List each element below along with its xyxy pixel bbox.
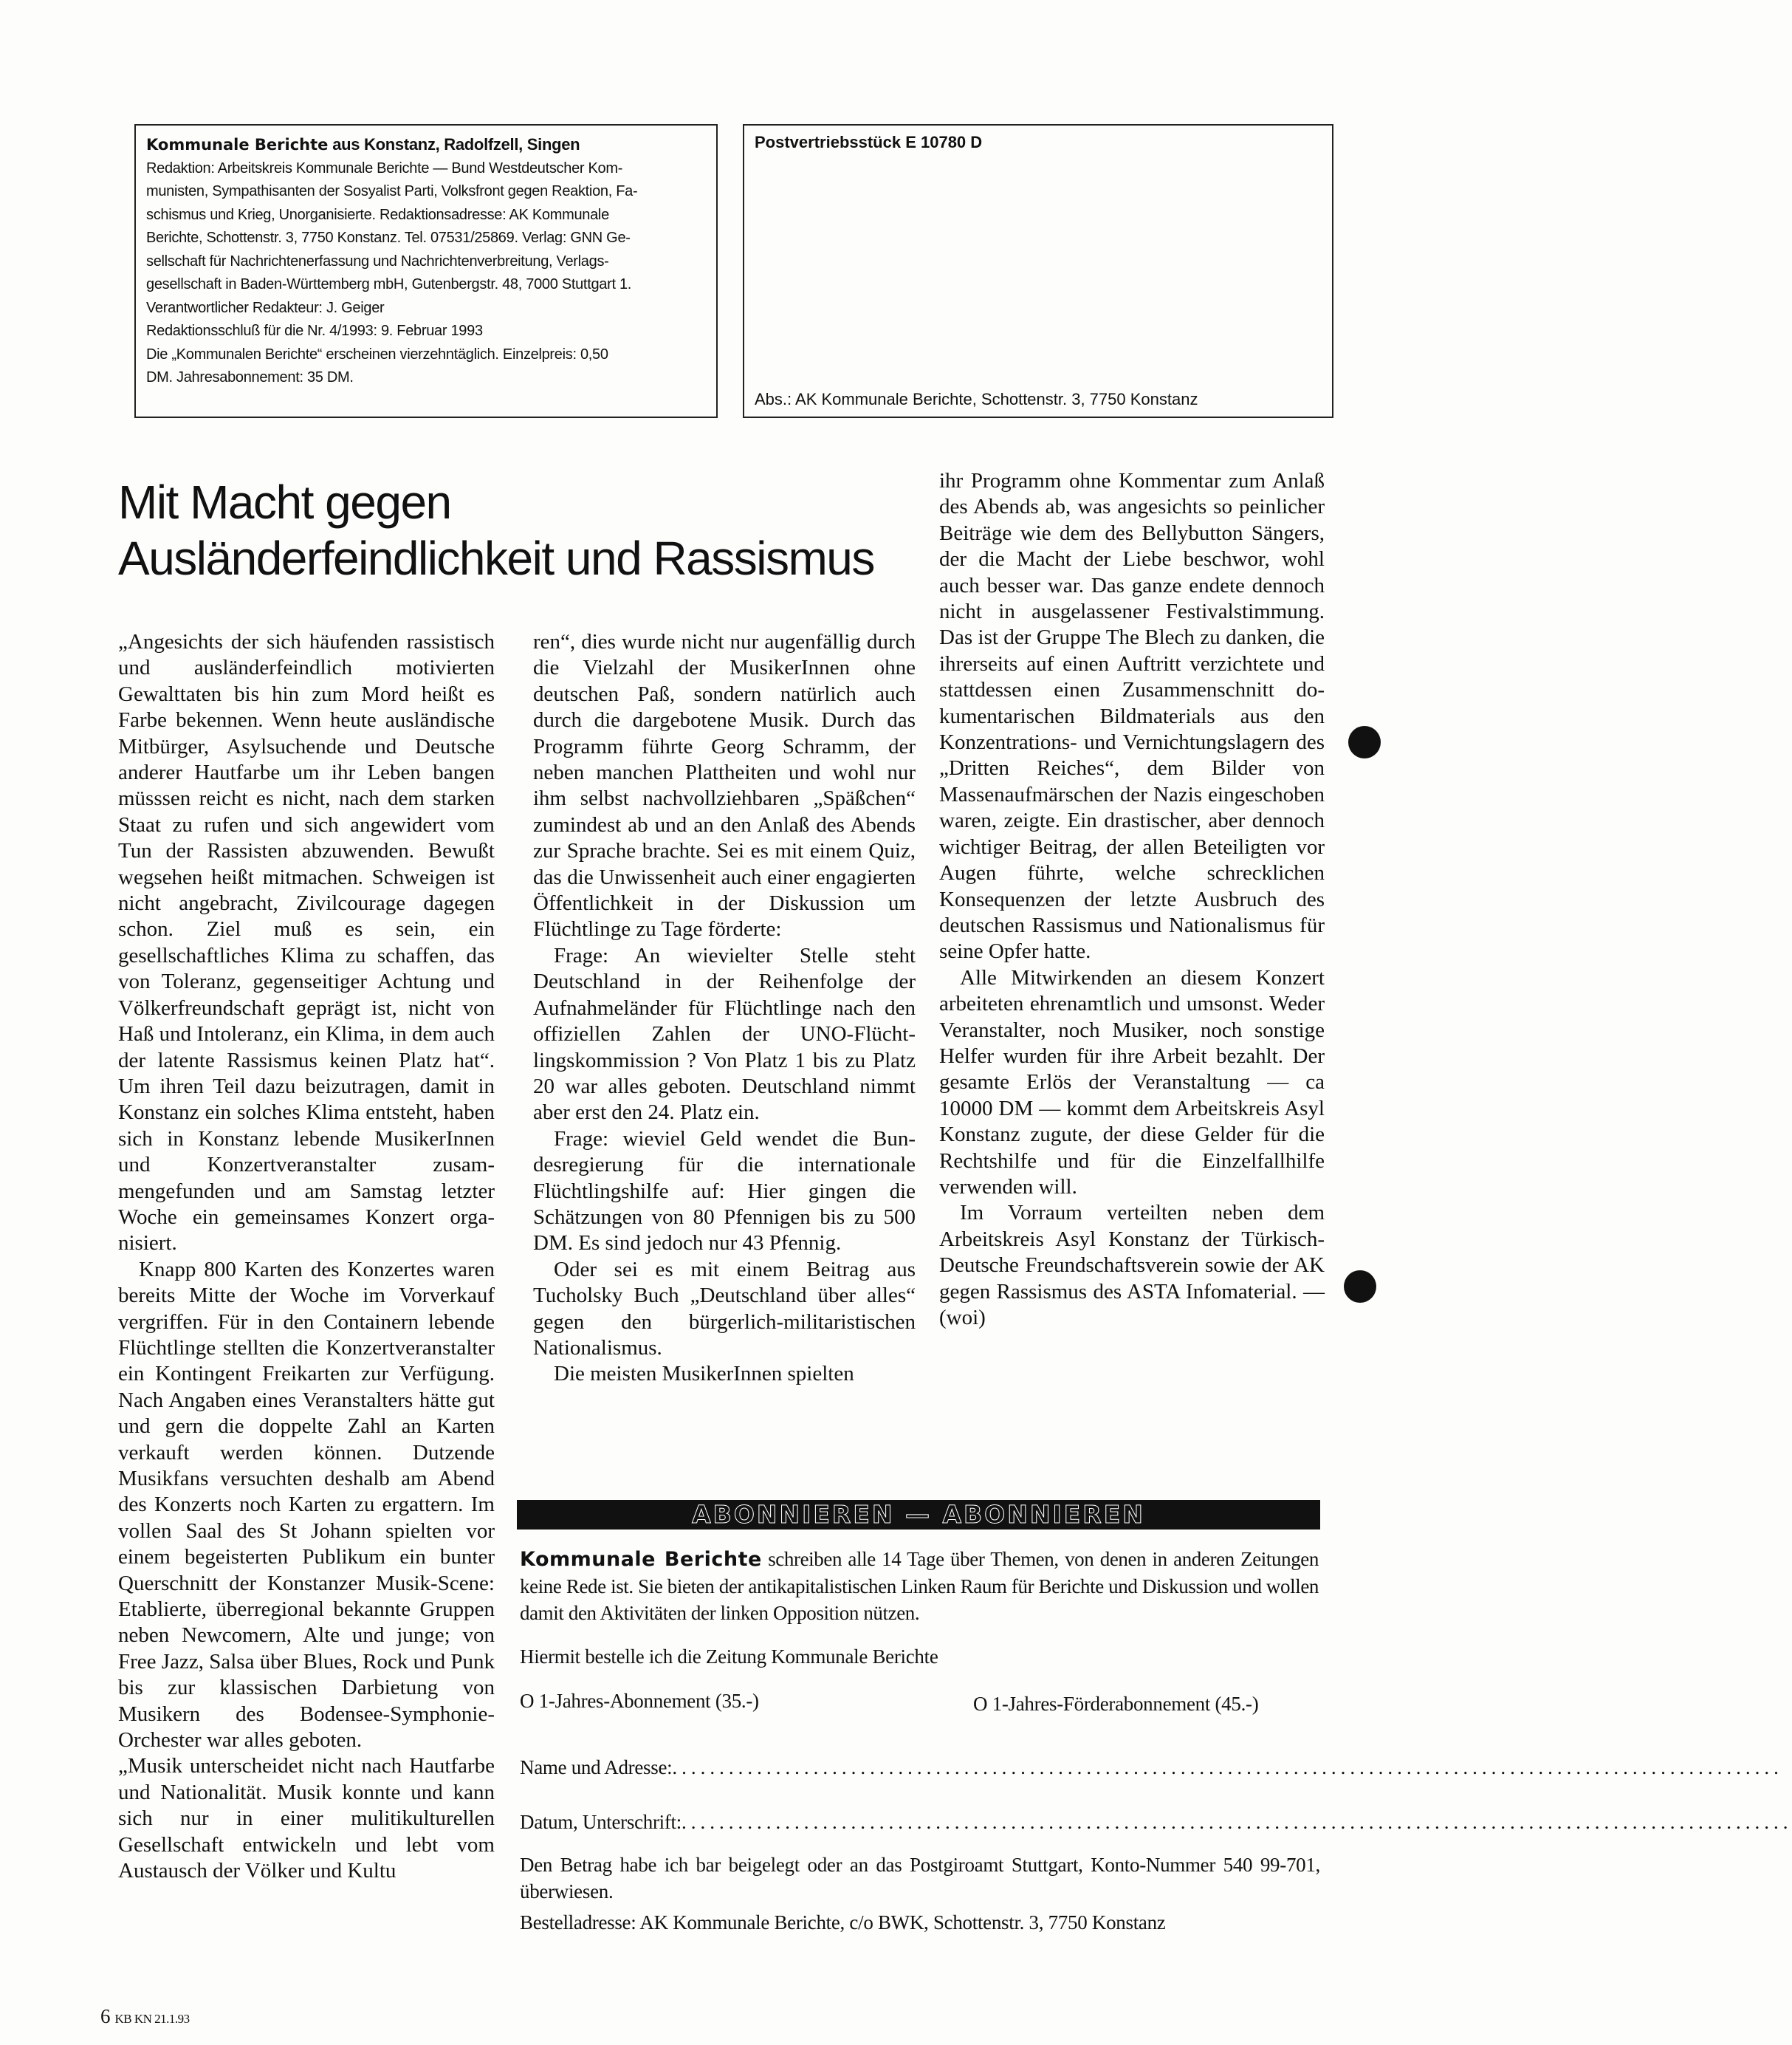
subscribe-banner-text: ABONNIEREN — ABONNIEREN [692, 1500, 1145, 1529]
punch-hole-mark [1348, 726, 1381, 758]
option-supporter-subscription[interactable]: O 1-Jahres-Förderabonnement (45.-) [973, 1693, 1259, 1715]
impressum-heading [146, 133, 706, 157]
impressum-line: gesellschaft in Baden-Württemberg mbH, Gutenbergstr. 48, 7000 Stuttgart 1. [146, 276, 632, 292]
name-address-label: Name und Adresse: [520, 1756, 673, 1778]
sender-prefix: Abs.: [755, 390, 792, 408]
article-paragraph: Frage: An wievielter Stelle steht Deutschland in der Reihenfolge der Aufnahmeländer für Flüchtlinge nach den offiziellen Zahlen der UNO-Flüchtlingskommission ? Von Platz 1 bis zu Platz 20 war alles geboten. Deutschland nimmt aber erst den 24. Platz ein. [533, 943, 916, 1125]
impressum-line: Berichte, Schottenstr. 3, 7750 Konstanz. Tel. 07531/25869. Verlag: GNN Ge- [146, 230, 631, 246]
postal-box [743, 124, 1333, 418]
article-paragraph: „Angesichts der sich häufenden rassistisch und ausländerfeindlich motivierten Gewalttaten bis hin zum Mord heißt es Farbe bekennen. Wenn heute ausländische Mitbürger, Asylsuchende und Deutsche anderer Hautfarbe um ihr Leben bangen müsssen reicht es nicht, nach dem starken Staat zu rufen und sich angewidert vom Tun der Rassisten abzuwenden. Bewußt wegsehen heißt mitmachen. Schweigen ist nicht angebracht, Zivilcourage dagegen schon. Ziel muß es sein, ein gesellschaftliches Klima zu schaffen, das von Toleranz, gegenseitiger Achtung und Völkerfreundschaft geprägt ist, nicht von Haß und Intoleranz, ein Klima, in dem auch der latente Rassismus keinen Platz hat“. Um ihren Teil dazu beizutragen, damit in Konstanz ein solches Klima entsteht, haben sich in Konstanz lebende MusikerInnen und Konzertveranstalter zusammengefunden und am Samstag letzter Woche ein gemeinsames Konzert organisiert. [118, 630, 495, 1256]
headline-line-1: Mit Macht gegen [118, 476, 451, 529]
sender-text: AK Kommunale Berichte, Schottenstr. 3, 7750 Konstanz [792, 390, 1198, 408]
article-paragraph: Alle Mitwirkenden an diesem Konzert arbeiteten ehrenamtlich und umsonst. Weder Veranstalter, noch Musiker, noch sonstige Helfer wurden für ihre Arbeit bezahlt. Der gesamte Erlös der Veranstaltung — ca 10000 DM — kommt dem Arbeitskreis Asyl Konstanz zugute, der diese Gelder für die Rechtshilfe und für die Einzelfallhilfe verwenden will. [939, 965, 1325, 1199]
impressum-line: Verantwortlicher Redakteur: J. Geiger [146, 299, 385, 316]
article-paragraph: Knapp 800 Karten des Konzertes waren bereits Mitte der Woche im Vorverkauf vergriffen. Für in den Containern lebende Flüchtlinge stellten die Konzertveranstalter ein Kontingent Freikarten zur Verfügung. Nach Angaben eines Veranstalters hätte gut und gern die doppelte Zahl an Karten verkauft werden können. Dutzende Musikfans versuchten deshalb am Abend des Konzerts noch Karten zu ergattern. Im vollen Saal des St Johann spielten vor einem begeisterten Publikum ein bunter Querschnitt der Konstanzer Musik-Scene: Etablierte, überregional bekannte Gruppen neben Newcomern, Alte und junge; von Free Jazz, Salsa über Blues, Rock und Punk bis zur klassischen Darbietung von Musikern des Bodensee-Symphonie-Orchester war alles geboten. [118, 1257, 495, 1753]
fill-dots: ...................................................................................................................... [681, 1811, 1792, 1833]
order-address: Bestelladresse: AK Kommunale Berichte, c/o BWK, Schottenstr. 3, 7750 Konstanz [520, 1911, 1166, 1933]
subscribe-brand: Kommunale Berichte [520, 1548, 762, 1571]
option-annual-subscription[interactable]: O 1-Jahres-Abonnement (35.-) [520, 1690, 759, 1712]
impressum-line: Redaktionsschluß für die Nr. 4/1993: 9. Februar 1993 [146, 323, 483, 339]
impressum-brand-suffix: aus Konstanz, Radolfzell, Singen [328, 135, 580, 154]
article-paragraph: „Musik unterscheidet nicht nach Hautfarbe und Nationalität. Musik konnte und kann sich nur in einer mulitikulturellen Gesellschaft entwickeln und lebt vom Austausch der Völker und Kultu [118, 1754, 495, 1883]
article-headline [118, 474, 930, 586]
article-column-2 [533, 629, 916, 1388]
impressum-box [134, 124, 718, 418]
article-paragraph: Im Vorraum verteilten neben dem Arbeitskreis Asyl Konstanz der Türkisch-Deutsche Freundschaftsverein sowie der AK gegen Rassismus des ASTA Infomaterial. — (woi) [939, 1201, 1325, 1329]
name-address-field[interactable] [520, 1755, 1783, 1780]
page-footer [100, 2005, 190, 2028]
impressum-line: munisten, Sympathisanten der Sosyalist Parti, Volksfront gegen Reaktion, Fa- [146, 183, 638, 199]
article-paragraph: ren“, dies wurde nicht nur augenfällig durch die Vielzahl der MusikerInnen ohne deutschen Paß, sondern natürlich auch durch die dargebotene Musik. Durch das Programm führte Georg Schramm, der neben manchen Plattheiten und wohl nur ihm selbst nachvollziehbaren „Späßchen“ zumindest ab und an den Anlaß des Abends zur Sprache brachte. Sei es mit einem Quiz, das die Unwissenheit auch einer engagierten Öffentlichkeit in der Diskussion um Flüchtlinge zu Tage förderte: [533, 630, 916, 942]
postal-label: Postvertriebsstück E 10780 D [755, 133, 983, 151]
payment-note: Den Betrag habe ich bar beigelegt oder an das Postgiroamt Stuttgart, Konto-Nummer 540 99-701, überwiesen. [520, 1854, 1320, 1902]
subscribe-banner [517, 1500, 1320, 1530]
article-paragraph: ihr Programm ohne Kommentar zum Anlaß des Abends ab, was angesichts so peinlicher Beiträge wie dem des Bellybutton Sängers, der die Macht der Liebe beschwor, wohl auch besser war. Das ganze endete dennoch nicht in ausgelassener Festivalstimmung. Das ist der Gruppe The Blech zu danken, die ihrerseits auf einen Auftritt verzichtete und stattdessen einen Zusammenschnitt dokumentarischen Bildmaterials aus den Konzentrations- und Vernichtungslagern des „Dritten Reiches“, dem Bilder von Massenaufmärschen der Nazis eingeschoben waren, zeigte. Ein drastischer, aber dennoch wichtiger Beitrag, der allen Beteiligten vor Augen führte, welche schrecklichen Konsequenzen der letzte Ausbruch des deutschen Rassismus und Nationalismus für seine Opfer hatte. [939, 469, 1325, 964]
article-paragraph: Frage: wieviel Geld wendet die Bundesregierung für die internationale Flüchtlingshilfe auf: Hier gingen die Schätzungen von 80 Pfennigen bis zu 500 DM. Es sind jedoch nur 43 Pfennig. [533, 1126, 916, 1256]
issue-label: KB KN 21.1.93 [114, 2012, 190, 2026]
impressum-line: Die „Kommunalen Berichte“ erscheinen vierzehntäglich. Einzelpreis: 0,50 [146, 346, 608, 363]
page-number: 6 [100, 2005, 111, 2027]
impressum-line: DM. Jahresabonnement: 35 DM. [146, 369, 354, 386]
article-column-1 [118, 629, 495, 1885]
impressum-line: Redaktion: Arbeitskreis Kommunale Berichte — Bund Westdeutscher Kom- [146, 160, 623, 177]
date-signature-label: Datum, Unterschrift: [520, 1811, 682, 1833]
date-signature-field[interactable] [520, 1809, 1792, 1835]
subscribe-text: schreiben alle 14 Tage über Themen, von denen in anderen Zeitungen keine Rede ist. Sie bieten der antikapitalistischen Linken Raum für Berichte und Diskussion und wollen damit den Aktivitäten der linken Opposition nützen. [520, 1548, 1319, 1624]
order-statement: Hiermit bestelle ich die Zeitung Kommunale Berichte [520, 1645, 938, 1668]
sender-address [755, 390, 1198, 409]
headline-line-2: Ausländerfeindlichkeit und Rassismus [118, 532, 874, 585]
fill-dots: ...................................................................................................................... [672, 1756, 1783, 1778]
article-column-3 [939, 468, 1325, 1331]
impressum-line: schismus und Krieg, Unorganisierte. Redaktionsadresse: AK Kommunale [146, 206, 609, 223]
impressum-brand: Kommunale Berichte [146, 136, 329, 154]
article-paragraph: Die meisten MusikerInnen spielten [554, 1362, 854, 1386]
article-paragraph: Oder sei es mit einem Beitrag aus Tucholsky Buch „Deutschland über alles“ gegen den bürgerlich-militaristischen Nationalismus. [533, 1257, 916, 1360]
subscribe-description [520, 1546, 1319, 1626]
punch-hole-mark [1344, 1270, 1376, 1303]
impressum-line: sellschaft für Nachrichtenerfassung und Nachrichtenverbreitung, Verlags- [146, 253, 609, 270]
